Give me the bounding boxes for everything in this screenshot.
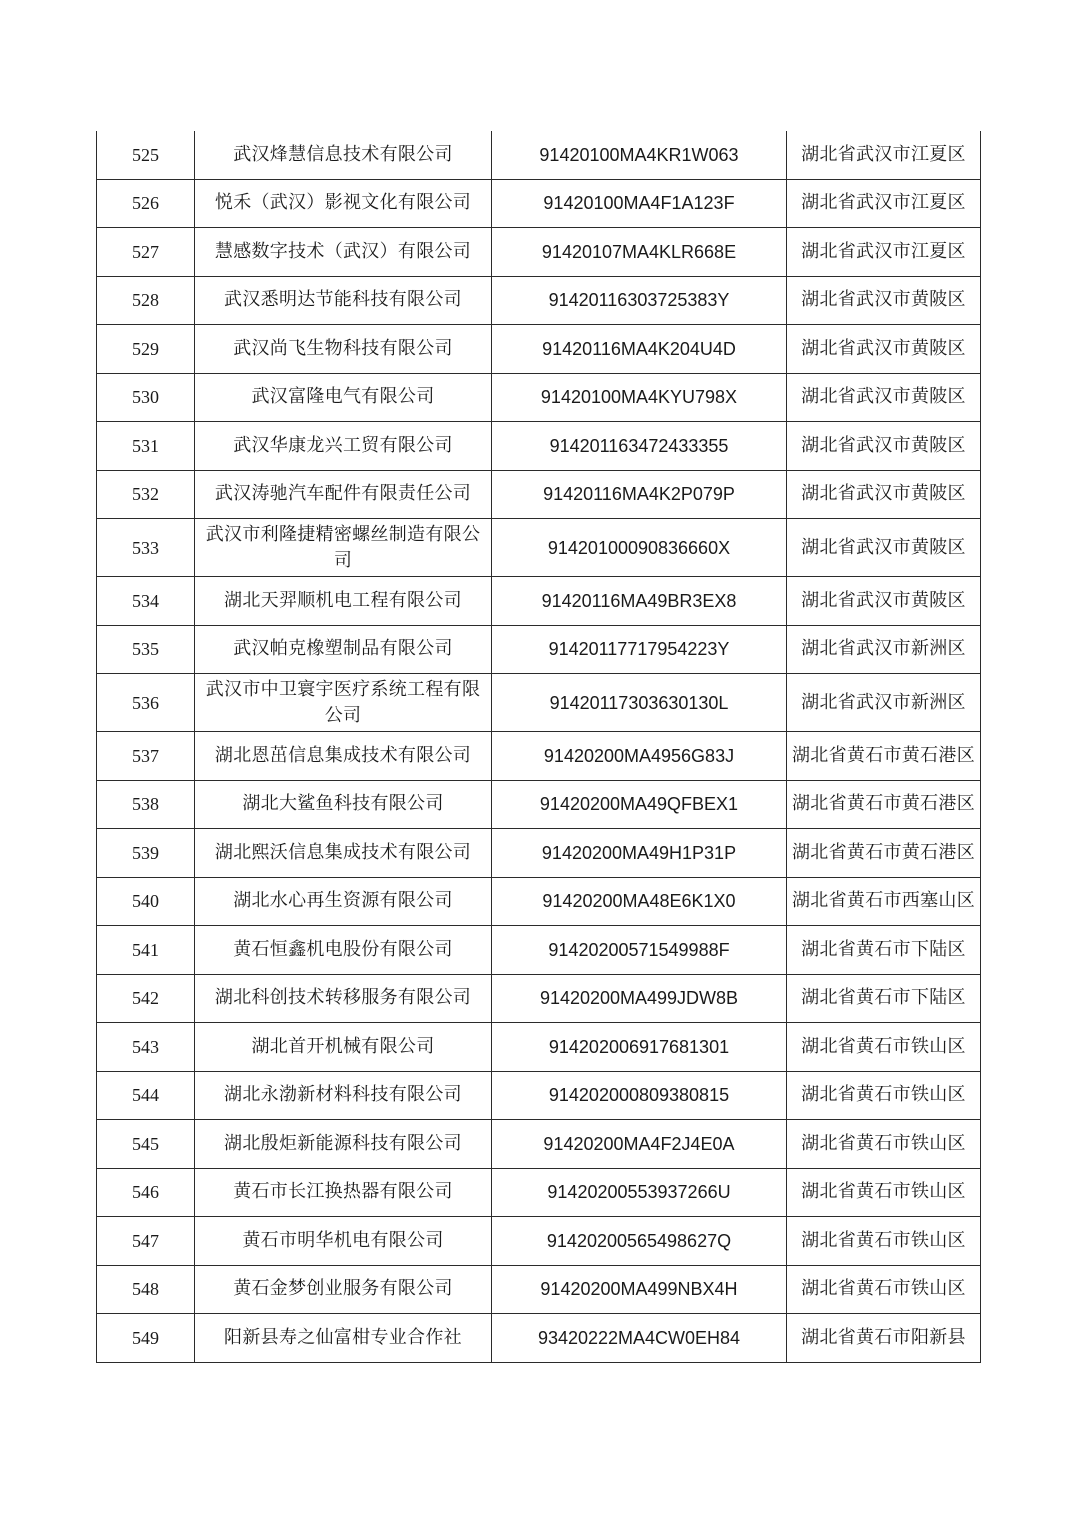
address-cell: 湖北省武汉市黄陂区 [787, 422, 981, 471]
company-name-cell: 武汉尚飞生物科技有限公司 [195, 325, 492, 374]
table-row [97, 926, 981, 975]
row-number-cell: 527 [97, 228, 195, 277]
row-number-cell: 534 [97, 577, 195, 626]
table-row [97, 1071, 981, 1120]
row-number-cell: 545 [97, 1120, 195, 1169]
row-number-cell: 538 [97, 780, 195, 829]
credit-code-cell: 91420117717954223Y [492, 625, 787, 674]
table-row [97, 131, 981, 179]
table-body [97, 131, 981, 1362]
company-name-cell: 湖北大鲨鱼科技有限公司 [195, 780, 492, 829]
address-cell: 湖北省黄石市铁山区 [787, 1120, 981, 1169]
table-row [97, 877, 981, 926]
company-name-cell: 阳新县寿之仙富柑专业合作社 [195, 1314, 492, 1363]
company-name-cell: 湖北恩茁信息集成技术有限公司 [195, 732, 492, 781]
address-cell: 湖北省武汉市黄陂区 [787, 373, 981, 422]
credit-code-cell: 91420116MA4K2P079P [492, 470, 787, 519]
table-row [97, 325, 981, 374]
address-cell: 湖北省武汉市江夏区 [787, 131, 981, 179]
company-name-cell: 黄石市明华机电有限公司 [195, 1217, 492, 1266]
credit-code-cell: 914202006917681301 [492, 1023, 787, 1072]
row-number-cell: 530 [97, 373, 195, 422]
address-cell: 湖北省黄石市黄石港区 [787, 732, 981, 781]
credit-code-cell: 91420116303725383Y [492, 276, 787, 325]
row-number-cell: 525 [97, 131, 195, 179]
address-cell: 湖北省黄石市黄石港区 [787, 780, 981, 829]
credit-code-cell: 91420100MA4KYU798X [492, 373, 787, 422]
row-number-cell: 537 [97, 732, 195, 781]
address-cell: 湖北省黄石市铁山区 [787, 1265, 981, 1314]
company-name-cell: 湖北科创技术转移服务有限公司 [195, 974, 492, 1023]
row-number-cell: 542 [97, 974, 195, 1023]
company-name-cell: 湖北殷炬新能源科技有限公司 [195, 1120, 492, 1169]
company-name-cell: 湖北熙沃信息集成技术有限公司 [195, 829, 492, 878]
address-cell: 湖北省黄石市黄石港区 [787, 829, 981, 878]
credit-code-cell: 91420107MA4KLR668E [492, 228, 787, 277]
company-name-cell: 武汉帕克橡塑制品有限公司 [195, 625, 492, 674]
row-number-cell: 532 [97, 470, 195, 519]
table-row [97, 1120, 981, 1169]
credit-code-cell: 91420116MA49BR3EX8 [492, 577, 787, 626]
company-name-cell: 湖北水心再生资源有限公司 [195, 877, 492, 926]
row-number-cell: 548 [97, 1265, 195, 1314]
credit-code-cell: 91420200MA4F2J4E0A [492, 1120, 787, 1169]
company-name-cell: 武汉涛驰汽车配件有限责任公司 [195, 470, 492, 519]
address-cell: 湖北省黄石市铁山区 [787, 1071, 981, 1120]
table-row [97, 519, 981, 577]
row-number-cell: 544 [97, 1071, 195, 1120]
row-number-cell: 529 [97, 325, 195, 374]
row-number-cell: 547 [97, 1217, 195, 1266]
row-number-cell: 541 [97, 926, 195, 975]
row-number-cell: 540 [97, 877, 195, 926]
company-name-cell: 武汉市利隆捷精密螺丝制造有限公司 [195, 519, 492, 577]
table-row [97, 1217, 981, 1266]
table-row [97, 179, 981, 228]
credit-code-cell: 91420200MA499NBX4H [492, 1265, 787, 1314]
table-row [97, 625, 981, 674]
address-cell: 湖北省黄石市铁山区 [787, 1023, 981, 1072]
company-name-cell: 武汉市中卫寰宇医疗系统工程有限公司 [195, 674, 492, 732]
table-row [97, 577, 981, 626]
table-row [97, 674, 981, 732]
table-row [97, 829, 981, 878]
credit-code-cell: 91420200565498627Q [492, 1217, 787, 1266]
credit-code-cell: 91420116MA4K204U4D [492, 325, 787, 374]
row-number-cell: 535 [97, 625, 195, 674]
credit-code-cell: 91420200553937266U [492, 1168, 787, 1217]
address-cell: 湖北省黄石市铁山区 [787, 1168, 981, 1217]
row-number-cell: 533 [97, 519, 195, 577]
row-number-cell: 536 [97, 674, 195, 732]
company-name-cell: 湖北永渤新材料科技有限公司 [195, 1071, 492, 1120]
address-cell: 湖北省黄石市铁山区 [787, 1217, 981, 1266]
company-name-cell: 武汉富隆电气有限公司 [195, 373, 492, 422]
credit-code-cell: 91420200571549988F [492, 926, 787, 975]
row-number-cell: 528 [97, 276, 195, 325]
address-cell: 湖北省武汉市黄陂区 [787, 577, 981, 626]
table-row [97, 228, 981, 277]
company-name-cell: 慧感数字技术（武汉）有限公司 [195, 228, 492, 277]
table-row [97, 1168, 981, 1217]
company-name-cell: 武汉烽慧信息技术有限公司 [195, 131, 492, 179]
company-name-cell: 悦禾（武汉）影视文化有限公司 [195, 179, 492, 228]
address-cell: 湖北省武汉市黄陂区 [787, 325, 981, 374]
credit-code-cell: 914202000809380815 [492, 1071, 787, 1120]
address-cell: 湖北省武汉市新洲区 [787, 674, 981, 732]
credit-code-cell: 91420117303630130L [492, 674, 787, 732]
address-cell: 湖北省黄石市西塞山区 [787, 877, 981, 926]
table-row [97, 1023, 981, 1072]
credit-code-cell: 93420222MA4CW0EH84 [492, 1314, 787, 1363]
table-row [97, 732, 981, 781]
address-cell: 湖北省武汉市黄陂区 [787, 276, 981, 325]
credit-code-cell: 91420100MA4F1A123F [492, 179, 787, 228]
address-cell: 湖北省武汉市黄陂区 [787, 470, 981, 519]
credit-code-cell: 91420100090836660X [492, 519, 787, 577]
table-row [97, 1314, 981, 1363]
company-name-cell: 黄石金梦创业服务有限公司 [195, 1265, 492, 1314]
table-row [97, 974, 981, 1023]
credit-code-cell: 91420200MA499JDW8B [492, 974, 787, 1023]
address-cell: 湖北省武汉市新洲区 [787, 625, 981, 674]
company-name-cell: 黄石恒鑫机电股份有限公司 [195, 926, 492, 975]
table-row [97, 276, 981, 325]
credit-code-cell: 914201163472433355 [492, 422, 787, 471]
row-number-cell: 526 [97, 179, 195, 228]
company-name-cell: 武汉华康龙兴工贸有限公司 [195, 422, 492, 471]
credit-code-cell: 91420100MA4KR1W063 [492, 131, 787, 179]
credit-code-cell: 91420200MA4956G83J [492, 732, 787, 781]
company-list-table [96, 131, 981, 1363]
row-number-cell: 543 [97, 1023, 195, 1072]
credit-code-cell: 91420200MA49H1P31P [492, 829, 787, 878]
address-cell: 湖北省武汉市江夏区 [787, 228, 981, 277]
address-cell: 湖北省黄石市阳新县 [787, 1314, 981, 1363]
company-name-cell: 黄石市长江换热器有限公司 [195, 1168, 492, 1217]
table-row [97, 373, 981, 422]
address-cell: 湖北省武汉市黄陂区 [787, 519, 981, 577]
address-cell: 湖北省黄石市下陆区 [787, 974, 981, 1023]
table-row [97, 780, 981, 829]
row-number-cell: 531 [97, 422, 195, 471]
company-name-cell: 武汉悉明达节能科技有限公司 [195, 276, 492, 325]
company-name-cell: 湖北天羿顺机电工程有限公司 [195, 577, 492, 626]
credit-code-cell: 91420200MA48E6K1X0 [492, 877, 787, 926]
address-cell: 湖北省武汉市江夏区 [787, 179, 981, 228]
table-row [97, 1265, 981, 1314]
row-number-cell: 549 [97, 1314, 195, 1363]
row-number-cell: 539 [97, 829, 195, 878]
table-row [97, 470, 981, 519]
credit-code-cell: 91420200MA49QFBEX1 [492, 780, 787, 829]
row-number-cell: 546 [97, 1168, 195, 1217]
address-cell: 湖北省黄石市下陆区 [787, 926, 981, 975]
company-name-cell: 湖北首开机械有限公司 [195, 1023, 492, 1072]
table-row [97, 422, 981, 471]
